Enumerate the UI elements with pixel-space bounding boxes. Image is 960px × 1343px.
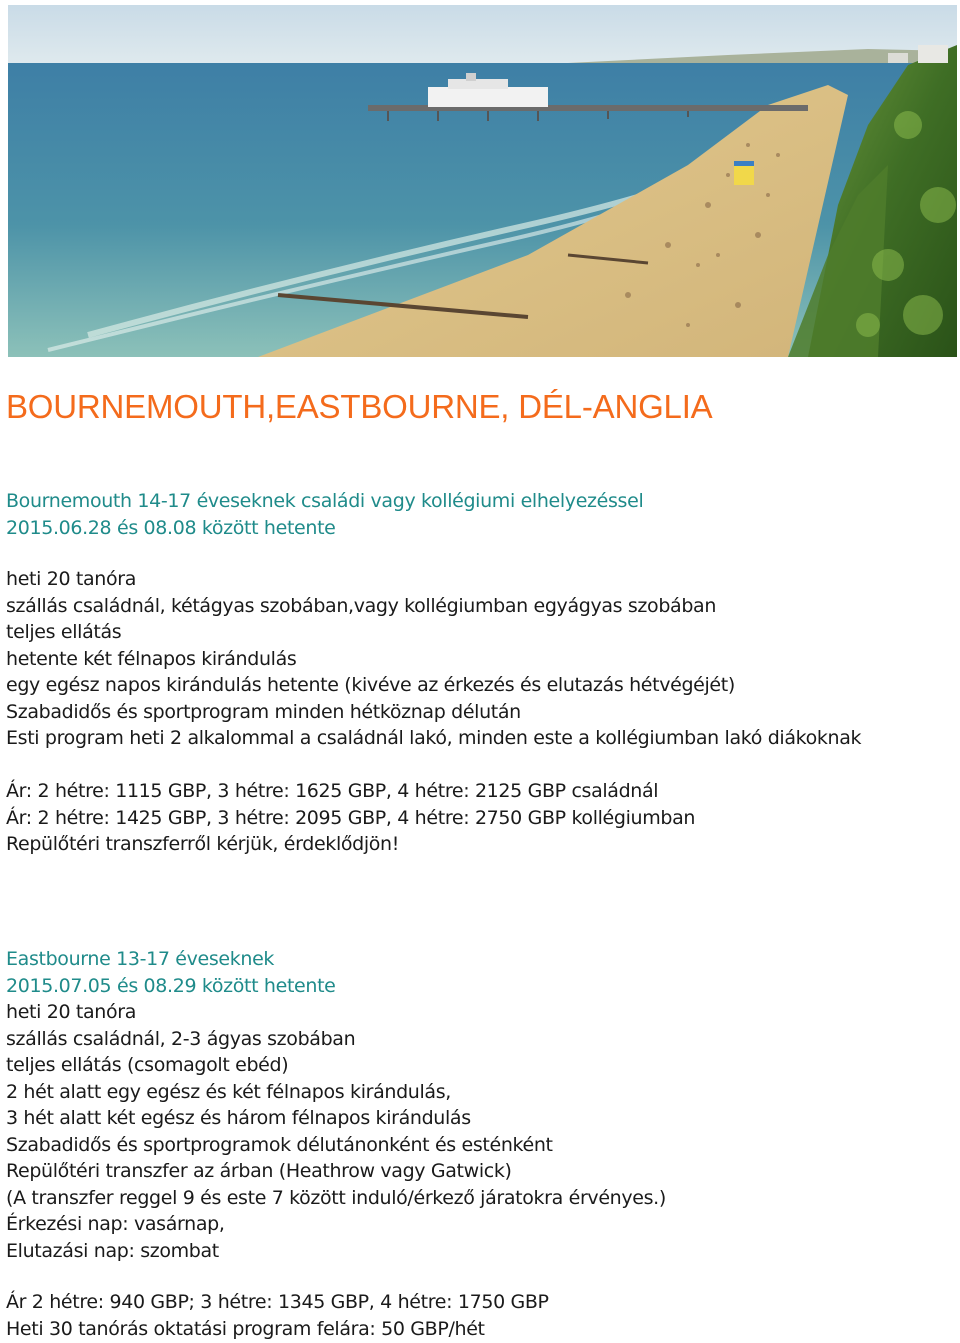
price-line: Ár: 2 hétre: 1425 GBP, 3 hétre: 2095 GBP, 4 hétre: 2750 GBP kollégiumban [6,806,696,829]
hero-photo [8,5,957,357]
beach-pier-illustration [8,5,957,357]
bournemouth-dates: 2015.06.28 és 08.08 között hetente [6,516,336,539]
detail-line: Szabadidős és sportprogram minden hétköznap délután [6,700,521,723]
detail-line: Szabadidős és sportprogramok délutánonként és esténként [6,1133,553,1156]
price-line: Ár: 2 hétre: 1115 GBP, 3 hétre: 1625 GBP, 4 hétre: 2125 GBP családnál [6,780,659,802]
eastbourne-prices [6,1289,549,1342]
detail-line: szállás családnál, kétágyas szobában,vagy kollégiumban egyágyas szobában [6,594,717,617]
bournemouth-header [6,488,643,541]
page-title: BOURNEMOUTH,EASTBOURNE, DÉL-ANGLIA [6,388,713,425]
price-line: Heti 30 tanórás oktatási program felára: 50 GBP/hét [6,1317,485,1340]
bournemouth-heading: Bournemouth 14-17 éveseknek családi vagy kollégiumi elhelyezéssel [6,490,644,512]
detail-line: Érkezési nap: vasárnap, [6,1213,225,1235]
eastbourne-heading: Eastbourne 13-17 éveseknek [6,948,275,970]
price-line: Ár 2 hétre: 940 GBP; 3 hétre: 1345 GBP, 4 hétre: 1750 GBP [6,1291,549,1313]
detail-line: Repülőtéri transzfer az árban (Heathrow vagy Gatwick) [6,1160,512,1182]
detail-line: teljes ellátás [6,621,122,643]
detail-line: egy egész napos kirándulás hetente (kivéve az érkezés és elutazás hétvégéjét) [6,674,735,696]
detail-line: (A transzfer reggel 9 és este 7 között induló/érkező járatokra érvényes.) [6,1186,666,1209]
detail-line: Esti program heti 2 alkalommal a családnál lakó, minden este a kollégiumban lakó diákoknak [6,727,862,749]
detail-line: szállás családnál, 2-3 ágyas szobában [6,1027,356,1050]
detail-line: 2 hét alatt egy egész és két félnapos kirándulás, [6,1080,451,1103]
bournemouth-details [6,566,861,752]
detail-line: Elutazási nap: szombat [6,1239,219,1262]
bournemouth-prices [6,778,695,858]
detail-line: 3 hét alatt két egész és három félnapos kirándulás [6,1107,471,1129]
eastbourne-dates: 2015.07.05 és 08.29 között hetente [6,974,336,997]
detail-line: heti 20 tanóra [6,1001,137,1023]
detail-line: teljes ellátás (csomagolt ebéd) [6,1054,289,1076]
detail-line: hetente két félnapos kirándulás [6,647,297,670]
eastbourne-section [6,946,666,1264]
price-line: Repülőtéri transzferről kérjük, érdeklődjön! [6,833,400,855]
detail-line: heti 20 tanóra [6,568,137,590]
